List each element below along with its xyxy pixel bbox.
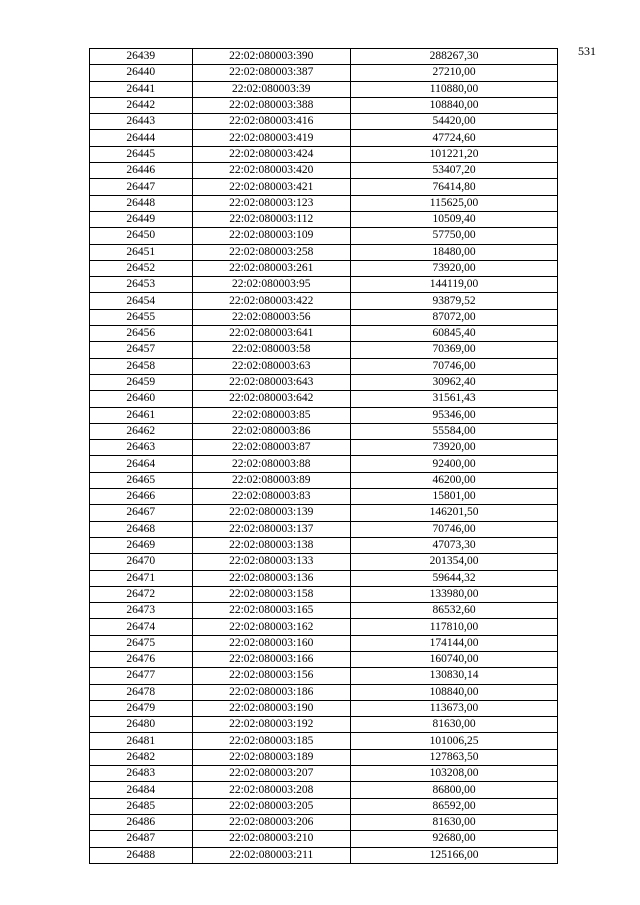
cadastral-number-cell: 22:02:080003:189 [192, 749, 351, 765]
value-cell: 54420,00 [351, 114, 558, 130]
table-row [90, 798, 558, 814]
row-number-cell: 26457 [90, 342, 193, 358]
value-cell: 92400,00 [351, 456, 558, 472]
cadastral-number-cell: 22:02:080003:158 [192, 586, 351, 602]
cadastral-number-cell: 22:02:080003:641 [192, 326, 351, 342]
row-number-cell: 26468 [90, 521, 193, 537]
table-row [90, 782, 558, 798]
value-cell: 95346,00 [351, 407, 558, 423]
value-cell: 31561,43 [351, 391, 558, 407]
table-row [90, 228, 558, 244]
table-row [90, 423, 558, 439]
cadastral-number-cell: 22:02:080003:162 [192, 619, 351, 635]
cadastral-number-cell: 22:02:080003:190 [192, 700, 351, 716]
value-cell: 127863,50 [351, 749, 558, 765]
table-row [90, 603, 558, 619]
cadastral-number-cell: 22:02:080003:186 [192, 684, 351, 700]
table-row [90, 537, 558, 553]
cadastral-number-cell: 22:02:080003:211 [192, 847, 351, 863]
value-cell: 113673,00 [351, 700, 558, 716]
table-row [90, 489, 558, 505]
table-row [90, 717, 558, 733]
table-row [90, 293, 558, 309]
row-number-cell: 26467 [90, 505, 193, 521]
table-row [90, 342, 558, 358]
table-row [90, 472, 558, 488]
cadastral-number-cell: 22:02:080003:138 [192, 537, 351, 553]
row-number-cell: 26459 [90, 374, 193, 390]
cadastral-number-cell: 22:02:080003:424 [192, 146, 351, 162]
row-number-cell: 26445 [90, 146, 193, 162]
table-row [90, 49, 558, 65]
value-cell: 81630,00 [351, 717, 558, 733]
row-number-cell: 26439 [90, 49, 193, 65]
table-row [90, 668, 558, 684]
row-number-cell: 26458 [90, 358, 193, 374]
value-cell: 73920,00 [351, 440, 558, 456]
row-number-cell: 26469 [90, 537, 193, 553]
row-number-cell: 26450 [90, 228, 193, 244]
cadastral-number-cell: 22:02:080003:416 [192, 114, 351, 130]
row-number-cell: 26454 [90, 293, 193, 309]
cadastral-number-cell: 22:02:080003:83 [192, 489, 351, 505]
row-number-cell: 26455 [90, 309, 193, 325]
value-cell: 60845,40 [351, 326, 558, 342]
value-cell: 92680,00 [351, 831, 558, 847]
row-number-cell: 26471 [90, 570, 193, 586]
table-row [90, 114, 558, 130]
value-cell: 55584,00 [351, 423, 558, 439]
table-row [90, 358, 558, 374]
value-cell: 117810,00 [351, 619, 558, 635]
row-number-cell: 26443 [90, 114, 193, 130]
row-number-cell: 26460 [90, 391, 193, 407]
table-row [90, 521, 558, 537]
table-row [90, 309, 558, 325]
table-row [90, 619, 558, 635]
cadastral-number-cell: 22:02:080003:85 [192, 407, 351, 423]
value-cell: 57750,00 [351, 228, 558, 244]
table-body [90, 49, 558, 864]
cadastral-number-cell: 22:02:080003:39 [192, 81, 351, 97]
table-row [90, 700, 558, 716]
row-number-cell: 26474 [90, 619, 193, 635]
table-row [90, 81, 558, 97]
value-cell: 130830,14 [351, 668, 558, 684]
row-number-cell: 26463 [90, 440, 193, 456]
row-number-cell: 26473 [90, 603, 193, 619]
cadastral-number-cell: 22:02:080003:390 [192, 49, 351, 65]
row-number-cell: 26453 [90, 277, 193, 293]
cadastral-number-cell: 22:02:080003:421 [192, 179, 351, 195]
row-number-cell: 26472 [90, 586, 193, 602]
row-number-cell: 26441 [90, 81, 193, 97]
cadastral-number-cell: 22:02:080003:139 [192, 505, 351, 521]
table-row [90, 684, 558, 700]
table-row [90, 651, 558, 667]
table-row [90, 326, 558, 342]
cadastral-number-cell: 22:02:080003:422 [192, 293, 351, 309]
value-cell: 160740,00 [351, 651, 558, 667]
table-row [90, 179, 558, 195]
value-cell: 70746,00 [351, 358, 558, 374]
cadastral-number-cell: 22:02:080003:95 [192, 277, 351, 293]
row-number-cell: 26446 [90, 163, 193, 179]
value-cell: 101221,20 [351, 146, 558, 162]
value-cell: 10509,40 [351, 211, 558, 227]
value-cell: 76414,80 [351, 179, 558, 195]
table-row [90, 65, 558, 81]
cadastral-number-cell: 22:02:080003:133 [192, 554, 351, 570]
table-row [90, 407, 558, 423]
cadastral-number-cell: 22:02:080003:56 [192, 309, 351, 325]
table-row [90, 97, 558, 113]
row-number-cell: 26476 [90, 651, 193, 667]
value-cell: 46200,00 [351, 472, 558, 488]
cadastral-number-cell: 22:02:080003:86 [192, 423, 351, 439]
cadastral-number-cell: 22:02:080003:388 [192, 97, 351, 113]
table-row [90, 130, 558, 146]
value-cell: 86800,00 [351, 782, 558, 798]
value-cell: 47724,60 [351, 130, 558, 146]
cadastral-number-cell: 22:02:080003:165 [192, 603, 351, 619]
value-cell: 288267,30 [351, 49, 558, 65]
table-row [90, 260, 558, 276]
cadastral-number-cell: 22:02:080003:419 [192, 130, 351, 146]
value-cell: 30962,40 [351, 374, 558, 390]
cadastral-number-cell: 22:02:080003:205 [192, 798, 351, 814]
row-number-cell: 26440 [90, 65, 193, 81]
table-row [90, 570, 558, 586]
row-number-cell: 26480 [90, 717, 193, 733]
row-number-cell: 26475 [90, 635, 193, 651]
row-number-cell: 26462 [90, 423, 193, 439]
row-number-cell: 26478 [90, 684, 193, 700]
value-cell: 201354,00 [351, 554, 558, 570]
row-number-cell: 26447 [90, 179, 193, 195]
value-cell: 18480,00 [351, 244, 558, 260]
cadastral-number-cell: 22:02:080003:136 [192, 570, 351, 586]
table-row [90, 146, 558, 162]
cadastral-number-cell: 22:02:080003:207 [192, 766, 351, 782]
cadastral-number-cell: 22:02:080003:642 [192, 391, 351, 407]
value-cell: 47073,30 [351, 537, 558, 553]
table-row [90, 814, 558, 830]
value-cell: 86532,60 [351, 603, 558, 619]
table-row [90, 554, 558, 570]
row-number-cell: 26449 [90, 211, 193, 227]
page-number: 531 [578, 44, 596, 58]
value-cell: 108840,00 [351, 684, 558, 700]
row-number-cell: 26483 [90, 766, 193, 782]
value-cell: 133980,00 [351, 586, 558, 602]
registry-table [89, 48, 558, 864]
cadastral-number-cell: 22:02:080003:258 [192, 244, 351, 260]
row-number-cell: 26451 [90, 244, 193, 260]
cadastral-number-cell: 22:02:080003:63 [192, 358, 351, 374]
cadastral-number-cell: 22:02:080003:87 [192, 440, 351, 456]
row-number-cell: 26481 [90, 733, 193, 749]
row-number-cell: 26470 [90, 554, 193, 570]
value-cell: 73920,00 [351, 260, 558, 276]
value-cell: 93879,52 [351, 293, 558, 309]
cadastral-number-cell: 22:02:080003:210 [192, 831, 351, 847]
value-cell: 70746,00 [351, 521, 558, 537]
table-row [90, 456, 558, 472]
cadastral-number-cell: 22:02:080003:109 [192, 228, 351, 244]
row-number-cell: 26464 [90, 456, 193, 472]
cadastral-number-cell: 22:02:080003:643 [192, 374, 351, 390]
table-row [90, 440, 558, 456]
cadastral-number-cell: 22:02:080003:185 [192, 733, 351, 749]
row-number-cell: 26486 [90, 814, 193, 830]
row-number-cell: 26461 [90, 407, 193, 423]
row-number-cell: 26487 [90, 831, 193, 847]
cadastral-number-cell: 22:02:080003:192 [192, 717, 351, 733]
table-row [90, 195, 558, 211]
value-cell: 53407,20 [351, 163, 558, 179]
row-number-cell: 26452 [90, 260, 193, 276]
cadastral-number-cell: 22:02:080003:89 [192, 472, 351, 488]
value-cell: 110880,00 [351, 81, 558, 97]
cadastral-number-cell: 22:02:080003:160 [192, 635, 351, 651]
row-number-cell: 26444 [90, 130, 193, 146]
table-row [90, 831, 558, 847]
table-row [90, 211, 558, 227]
value-cell: 174144,00 [351, 635, 558, 651]
table-row [90, 847, 558, 863]
cadastral-number-cell: 22:02:080003:88 [192, 456, 351, 472]
value-cell: 87072,00 [351, 309, 558, 325]
table-row [90, 749, 558, 765]
cadastral-number-cell: 22:02:080003:166 [192, 651, 351, 667]
value-cell: 86592,00 [351, 798, 558, 814]
cadastral-number-cell: 22:02:080003:58 [192, 342, 351, 358]
value-cell: 146201,50 [351, 505, 558, 521]
table-row [90, 505, 558, 521]
value-cell: 144119,00 [351, 277, 558, 293]
table-row [90, 374, 558, 390]
cadastral-number-cell: 22:02:080003:420 [192, 163, 351, 179]
value-cell: 103208,00 [351, 766, 558, 782]
table-row [90, 635, 558, 651]
table-row [90, 586, 558, 602]
cadastral-number-cell: 22:02:080003:387 [192, 65, 351, 81]
value-cell: 59644,32 [351, 570, 558, 586]
row-number-cell: 26479 [90, 700, 193, 716]
value-cell: 101006,25 [351, 733, 558, 749]
value-cell: 81630,00 [351, 814, 558, 830]
row-number-cell: 26482 [90, 749, 193, 765]
value-cell: 27210,00 [351, 65, 558, 81]
value-cell: 70369,00 [351, 342, 558, 358]
cadastral-number-cell: 22:02:080003:112 [192, 211, 351, 227]
row-number-cell: 26448 [90, 195, 193, 211]
table-row [90, 163, 558, 179]
cadastral-number-cell: 22:02:080003:206 [192, 814, 351, 830]
cadastral-number-cell: 22:02:080003:261 [192, 260, 351, 276]
cadastral-number-cell: 22:02:080003:123 [192, 195, 351, 211]
table-row [90, 733, 558, 749]
value-cell: 15801,00 [351, 489, 558, 505]
cadastral-number-cell: 22:02:080003:137 [192, 521, 351, 537]
row-number-cell: 26465 [90, 472, 193, 488]
table-row [90, 391, 558, 407]
row-number-cell: 26488 [90, 847, 193, 863]
table-row [90, 766, 558, 782]
row-number-cell: 26477 [90, 668, 193, 684]
row-number-cell: 26442 [90, 97, 193, 113]
value-cell: 125166,00 [351, 847, 558, 863]
cadastral-number-cell: 22:02:080003:156 [192, 668, 351, 684]
row-number-cell: 26466 [90, 489, 193, 505]
row-number-cell: 26484 [90, 782, 193, 798]
value-cell: 115625,00 [351, 195, 558, 211]
row-number-cell: 26456 [90, 326, 193, 342]
row-number-cell: 26485 [90, 798, 193, 814]
cadastral-number-cell: 22:02:080003:208 [192, 782, 351, 798]
table-row [90, 277, 558, 293]
value-cell: 108840,00 [351, 97, 558, 113]
table-row [90, 244, 558, 260]
